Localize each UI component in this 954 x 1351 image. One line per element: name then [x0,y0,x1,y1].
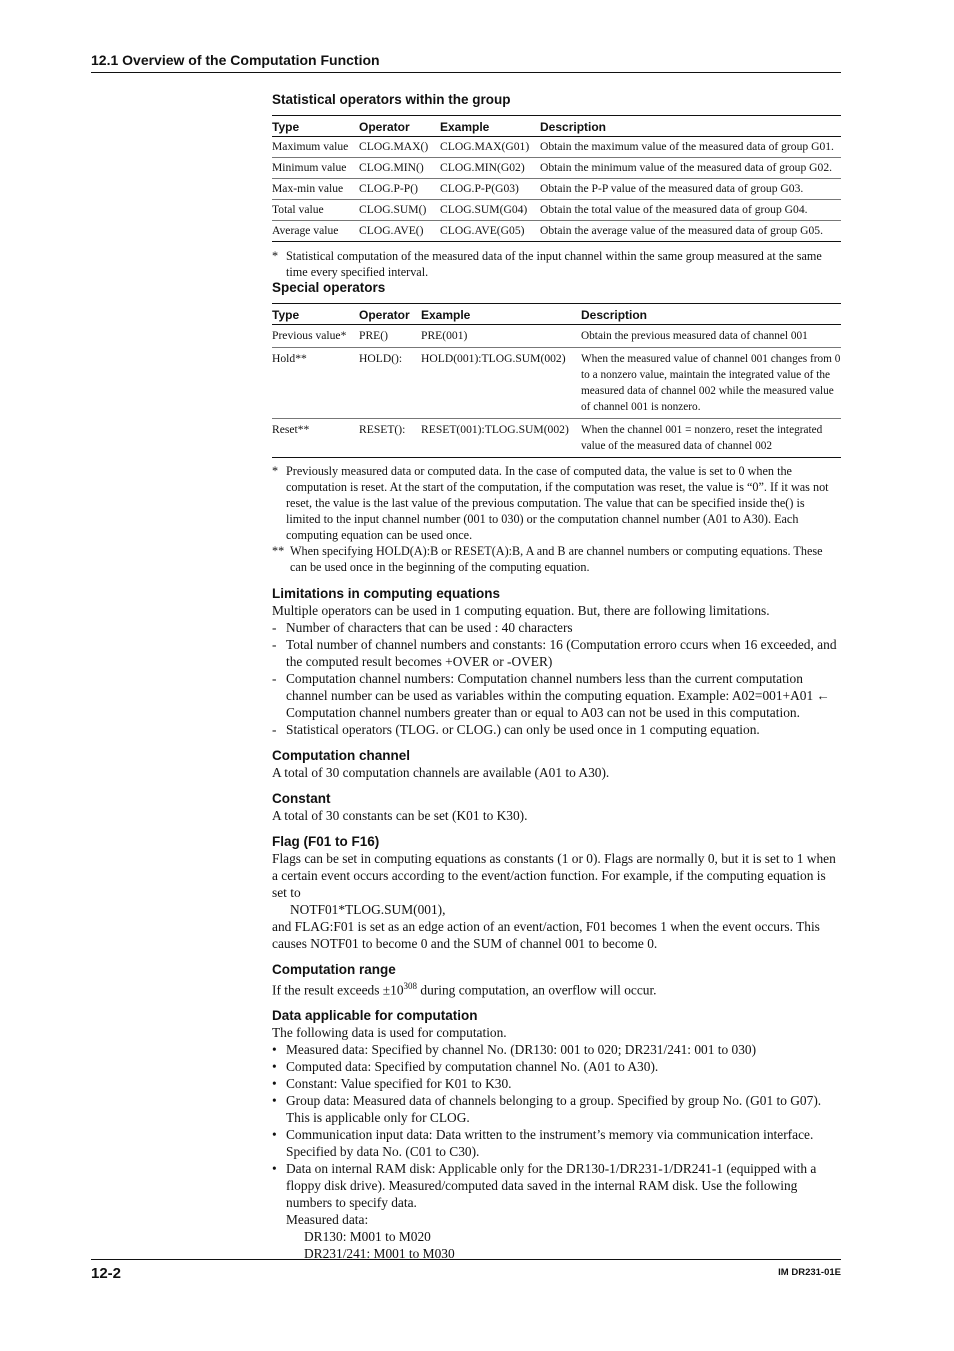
list-item [272,1160,842,1211]
computation-channel-text: A total of 30 computation channels are available (A01 to A30). [272,765,610,780]
cell-description: Obtain the maximum value of the measured data of group G01. [540,137,841,158]
measured-data-line: DR231/241: M001 to M030 [304,1246,455,1262]
section-header: 12.1 Overview of the Computation Function [91,52,380,68]
bullet-mark: • [272,1059,277,1075]
stat-ops-note [272,248,842,280]
cell-example: CLOG.MIN(G02) [440,158,540,179]
cell-operator: CLOG.P-P() [359,179,440,200]
range-text-after: during computation, an overflow will occur. [417,982,657,998]
list-item [272,1092,842,1126]
cell-type: Total value [272,200,359,221]
list-item [272,1058,842,1075]
cell-example: CLOG.SUM(G04) [440,200,540,221]
list-item [272,1075,842,1092]
bullet-mark: • [272,1076,277,1092]
bullet-mark: • [272,1093,277,1109]
cell-description: Obtain the total value of the measured data of group G04. [540,200,841,221]
special-ops-title: Special operators [272,280,386,295]
note-mark: ** [272,544,285,558]
range-text-before: If the result exceeds ±10 [272,982,404,998]
flag-text-2: and FLAG:F01 is set as an edge action of an event/action, F01 becomes 1 when the event occurs. This causes NOTF01 to become 0 and the SUM of channel 001 to become 0. [272,919,820,951]
table-row [272,137,841,158]
list-item [272,619,842,636]
list-item-text: Statistical operators (TLOG. or CLOG.) can only be used once in 1 computing equation. [286,722,760,737]
cell-operator: CLOG.SUM() [359,200,440,221]
col-header: Example [440,116,540,137]
table-row [272,348,841,419]
col-header: Description [540,116,841,137]
dash-mark: - [272,620,277,635]
col-header: Description [581,304,841,325]
cell-example: RESET(001):TLOG.SUM(002) [421,419,581,458]
cell-operator: CLOG.MIN() [359,158,440,179]
footer-rule [91,1259,841,1260]
list-item-text: Total number of channel numbers and constants: 16 (Computation erroro ccurs when 16 exceeded, and the computed result becomes +OVER or -OVER) [286,637,837,669]
note-text: Statistical computation of the measured data of the input channel within the same group measured at the same time every specified interval. [286,249,822,279]
measured-data-line: DR130: M001 to M020 [304,1229,431,1245]
cell-type: Previous value* [272,325,359,348]
dash-mark: - [272,637,277,652]
list-item [272,1041,842,1058]
page-number: 12-2 [91,1265,122,1282]
stat-ops-table [272,115,841,242]
cell-example: HOLD(001):TLOG.SUM(002) [421,348,581,419]
special-ops-table [272,303,841,458]
col-header: Type [272,116,359,137]
flag-text-1: Flags can be set in computing equations as constants (1 or 0). Flags are normally 0, but it is set to 1 when a certain event occurs according to the event/action function. For example, if the computing equation is set to [272,851,836,900]
cell-description: When the measured value of channel 001 changes from 0 to a nonzero value, maintain the integrated value of the measured data of channel 002 while the measured value of channel 001 is nonzero. [581,348,841,419]
special-ops-note-2 [272,543,842,575]
list-item-text: Number of characters that can be used : 40 characters [286,620,573,635]
computation-channel-title: Computation channel [272,748,410,763]
list-item-text: Communication input data: Data written to the instrument’s memory via communication interface. Specified by data No. (C01 to C30). [286,1127,814,1160]
cell-description: Obtain the previous measured data of channel 001 [581,325,841,348]
note-mark: * [272,249,279,263]
constant-title: Constant [272,791,331,806]
cell-description: When the channel 001 = nonzero, reset the integrated value of the measured data of channel 002 [581,419,841,458]
measured-data-label: Measured data: [286,1212,369,1228]
range-title: Computation range [272,962,396,977]
flag-equation: NOTF01*TLOG.SUM(001), [290,902,446,917]
dash-mark: - [272,722,277,737]
limitations-title: Limitations in computing equations [272,586,500,601]
cell-type: Minimum value [272,158,359,179]
list-item-text: Computation channel numbers: Computation channel numbers less than the current computation channel number can be used as variables within the computing equation. Example: A02=001+A01 ← Computation channel numbers greater than or equal to A03 can not be used in this computation. [286,671,830,720]
cell-operator: CLOG.AVE() [359,221,440,242]
cell-description: Obtain the P-P value of the measured data of group G03. [540,179,841,200]
col-header: Type [272,304,359,325]
list-item-text: Computed data: Specified by computation channel No. (A01 to A30). [286,1059,659,1075]
table-row [272,179,841,200]
data-applicable-title: Data applicable for computation [272,1008,478,1024]
list-item [272,1126,842,1160]
table-row [272,158,841,179]
cell-type: Maximum value [272,137,359,158]
bullet-mark: • [272,1042,277,1058]
flag-title: Flag (F01 to F16) [272,834,380,849]
cell-example: CLOG.AVE(G05) [440,221,540,242]
header-rule [91,72,841,73]
table-row [272,419,841,458]
cell-type: Average value [272,221,359,242]
constant-text: A total of 30 constants can be set (K01 to K30). [272,808,528,823]
cell-description: Obtain the minimum value of the measured data of group G02. [540,158,841,179]
list-item [272,636,842,670]
special-ops-note-1 [272,463,842,543]
limitations-intro: Multiple operators can be used in 1 computing equation. But, there are following limitations. [272,603,770,618]
range-text [272,978,842,998]
cell-example: CLOG.P-P(G03) [440,179,540,200]
bullet-mark: • [272,1127,277,1143]
table-header-row [272,116,841,137]
cell-operator: HOLD(): [359,348,421,419]
dash-mark: - [272,671,277,686]
table-row [272,325,841,348]
cell-description: Obtain the average value of the measured data of group G05. [540,221,841,242]
list-item-text: Data on internal RAM disk: Applicable only for the DR130-1/DR231-1/DR241-1 (equipped with a floppy disk drive). Measured/computed data saved in the internal RAM disk. Use the following numbers to specify data. [286,1161,817,1211]
range-exponent: 308 [403,981,418,991]
cell-type: Max-min value [272,179,359,200]
cell-example: CLOG.MAX(G01) [440,137,540,158]
table-row [272,221,841,242]
list-item-text: Constant: Value specified for K01 to K30. [286,1076,512,1092]
cell-type: Reset** [272,419,359,458]
bullet-mark: • [272,1161,277,1177]
list-item [272,721,842,738]
cell-operator: CLOG.MAX() [359,137,440,158]
list-item-text: Group data: Measured data of channels belonging to a group. Specified by group No. (G01 to G07). This is applicable only for CLOG. [286,1093,822,1126]
note-text: Previously measured data or computed data. In the case of computed data, the value is set to 0 when the computation is reset. At the start of the computation, if the computation was reset, the value is “0”. If it was not reset, the value is the last value of the previous computation. The value that can be specified inside the() is limited to the input channel number (001 to 030) or the computation channel number (A01 to A30). Each computing equation can be used once. [286,464,829,542]
col-header: Example [421,304,581,325]
cell-operator: RESET(): [359,419,421,458]
list-item-text: Measured data: Specified by channel No. (DR130: 001 to 020; DR231/241: 001 to 030) [286,1042,757,1058]
note-text: When specifying HOLD(A):B or RESET(A):B, A and B are channel numbers or computing equations. These can be used once in the beginning of the computing equation. [290,544,823,574]
cell-operator: PRE() [359,325,421,348]
page-content [272,92,842,1262]
table-row [272,200,841,221]
stat-ops-title: Statistical operators within the group [272,92,511,107]
note-mark: * [272,464,279,478]
table-header-row [272,304,841,325]
document-id: IM DR231-01E [778,1267,841,1278]
list-item [272,670,842,721]
data-applicable-intro: The following data is used for computation. [272,1025,507,1041]
cell-type: Hold** [272,348,359,419]
cell-example: PRE(001) [421,325,581,348]
col-header: Operator [359,116,440,137]
col-header: Operator [359,304,421,325]
